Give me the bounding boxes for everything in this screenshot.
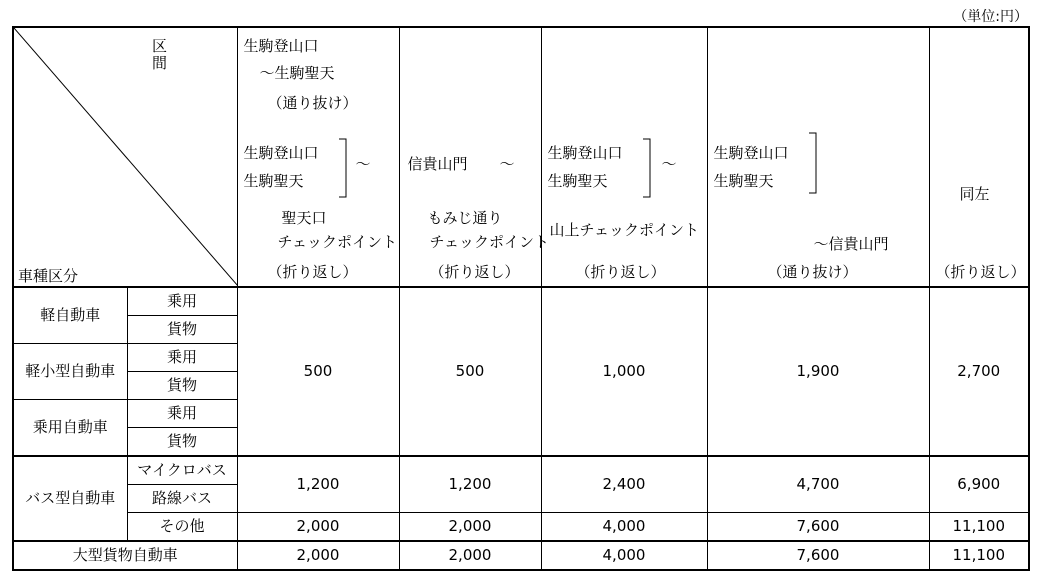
col4-to: ～信貴山門: [813, 235, 889, 253]
row-joyo-sub1: 乗用: [127, 400, 237, 428]
header-col1: [237, 27, 399, 287]
col2-tilde: ～: [499, 155, 515, 173]
unit-note: （単位:円）: [953, 9, 1028, 25]
bus-micro-col2: 1,200: [399, 456, 541, 513]
row-keikogata-sub2: 貨物: [127, 372, 237, 400]
bus-other-col1: 2,000: [237, 513, 399, 542]
col1-line2: ～生駒聖天: [259, 64, 335, 82]
row-keikogata-sub1: 乗用: [127, 344, 237, 372]
row-bus-sub2: 路線バス: [127, 485, 237, 513]
col1-note: （折り返し）: [267, 263, 358, 281]
group1-col2: 500: [399, 287, 541, 456]
interval-label: 区 間: [152, 37, 215, 73]
col3-from1: 生駒登山口: [547, 144, 623, 162]
col1-bracket: [338, 138, 350, 198]
col5-label: 同左: [959, 185, 990, 203]
col2-to1: もみじ通り: [427, 209, 503, 227]
row-bus-sub3: その他: [127, 513, 237, 542]
col3-bracket: [642, 138, 654, 198]
vehicle-class-label: 車種区分: [18, 267, 79, 285]
row-kei-sub2: 貨物: [127, 316, 237, 344]
header-col3: [541, 27, 707, 287]
oogata-col1: 2,000: [237, 541, 399, 570]
bus-micro-col1: 1,200: [237, 456, 399, 513]
oogata-col4: 7,600: [707, 541, 929, 570]
row-keikogata-name: 軽小型自動車: [13, 344, 127, 400]
col1-line1: 生駒登山口: [243, 37, 319, 55]
oogata-col3: 4,000: [541, 541, 707, 570]
col3-to: 山上チェックポイント: [549, 221, 700, 239]
col4-bracket: [808, 132, 820, 194]
group1-col1: 500: [237, 287, 399, 456]
header-col4: [707, 27, 929, 287]
group1-col3: 1,000: [541, 287, 707, 456]
col1-from2: 生駒聖天: [243, 172, 304, 190]
header-col5: [929, 27, 1029, 287]
oogata-col2: 2,000: [399, 541, 541, 570]
col5-note: （折り返し）: [935, 263, 1026, 281]
bus-micro-col4: 4,700: [707, 456, 929, 513]
col2-to2: チェックポイント: [429, 233, 550, 251]
row-bus-name: バス型自動車: [13, 456, 127, 541]
row-joyo-sub2: 貨物: [127, 428, 237, 457]
group1-col5: 2,700: [929, 287, 1029, 456]
group1-col4: 1,900: [707, 287, 929, 456]
row-kei-sub1: 乗用: [127, 287, 237, 316]
bus-other-col4: 7,600: [707, 513, 929, 542]
header-col2: [399, 27, 550, 287]
col4-from2: 生駒聖天: [713, 172, 774, 190]
col1-to1: 聖天口: [281, 209, 327, 227]
toll-fee-table: [12, 26, 1030, 571]
bus-micro-col3: 2,400: [541, 456, 707, 513]
bus-micro-col5: 6,900: [929, 456, 1029, 513]
bus-other-col5: 11,100: [929, 513, 1029, 542]
col4-note: （通り抜け）: [767, 263, 858, 281]
col1-to2: チェックポイント: [277, 233, 398, 251]
oogata-col5: 11,100: [929, 541, 1029, 570]
col1-from1: 生駒登山口: [243, 144, 319, 162]
diagonal-header-cell: [13, 27, 237, 287]
col1-line3: （通り抜け）: [267, 94, 358, 112]
col4-from1: 生駒登山口: [713, 144, 789, 162]
col3-from2: 生駒聖天: [547, 172, 608, 190]
row-bus-sub1: マイクロバス: [127, 456, 237, 485]
bus-other-col2: 2,000: [399, 513, 541, 542]
col3-tilde: ～: [661, 155, 677, 173]
col1-tilde: ～: [355, 155, 371, 173]
row-oogata-name: 大型貨物自動車: [13, 541, 237, 570]
bus-other-col3: 4,000: [541, 513, 707, 542]
row-kei-name: 軽自動車: [13, 287, 127, 344]
row-joyo-name: 乗用自動車: [13, 400, 127, 457]
col2-note: （折り返し）: [429, 263, 520, 281]
col2-from: 信貴山門: [407, 155, 468, 173]
col3-note: （折り返し）: [575, 263, 666, 281]
